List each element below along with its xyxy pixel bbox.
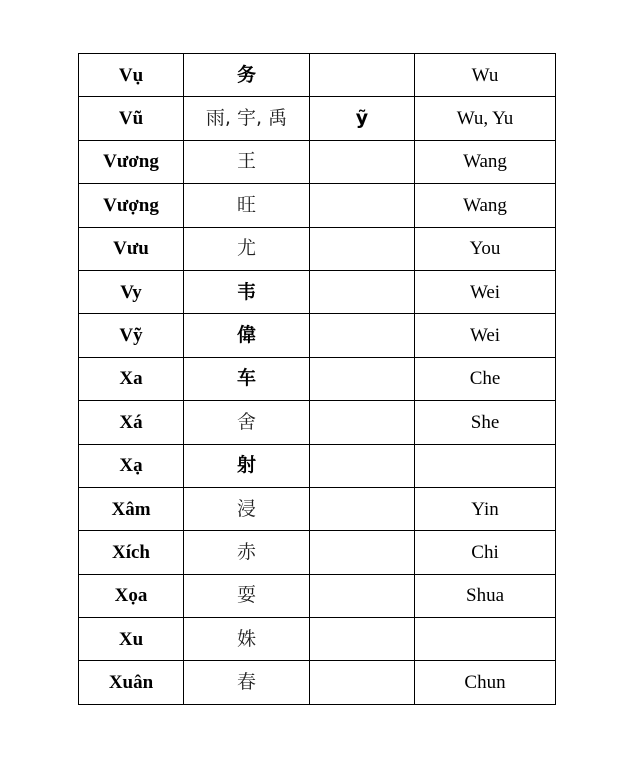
table-row — [79, 444, 556, 487]
table-body — [79, 54, 556, 705]
pinyin-cell: Shua — [415, 574, 556, 617]
vietnamese-name-cell: Xuân — [79, 661, 184, 704]
pinyin-cell: She — [415, 401, 556, 444]
han-character-cell: 射 — [184, 444, 310, 487]
han-character-cell: 赤 — [184, 531, 310, 574]
han-character-cell: 舍 — [184, 401, 310, 444]
vietnamese-name-cell: Vưu — [79, 227, 184, 270]
vietnamese-name-cell: Xu — [79, 618, 184, 661]
nom-character-cell — [310, 531, 415, 574]
table-row — [79, 618, 556, 661]
han-character-cell: 耍 — [184, 574, 310, 617]
table-row — [79, 97, 556, 140]
vietnamese-name-cell: Vỹ — [79, 314, 184, 357]
vietnamese-name-cell: Vy — [79, 270, 184, 313]
vietnamese-name-cell: Vương — [79, 140, 184, 183]
table-row — [79, 270, 556, 313]
han-character-cell: 偉 — [184, 314, 310, 357]
vietnamese-name-cell: Xa — [79, 357, 184, 400]
nom-character-cell: ỹ — [310, 97, 415, 140]
nom-character-cell — [310, 574, 415, 617]
table-row — [79, 574, 556, 617]
vietnamese-name-cell: Xá — [79, 401, 184, 444]
han-character-cell: 旺 — [184, 184, 310, 227]
pinyin-cell: Chi — [415, 531, 556, 574]
nom-character-cell — [310, 54, 415, 97]
table-row — [79, 487, 556, 530]
han-character-cell: 王 — [184, 140, 310, 183]
vietnamese-name-cell: Vượng — [79, 184, 184, 227]
pinyin-cell: Chun — [415, 661, 556, 704]
nom-character-cell — [310, 314, 415, 357]
pinyin-cell: Wang — [415, 140, 556, 183]
nom-character-cell — [310, 227, 415, 270]
han-character-cell: 浸 — [184, 487, 310, 530]
nom-character-cell — [310, 487, 415, 530]
pinyin-cell: Che — [415, 357, 556, 400]
vietnamese-name-cell: Xạ — [79, 444, 184, 487]
han-character-cell: 雨, 宇, 禹 — [184, 97, 310, 140]
pinyin-cell: Wang — [415, 184, 556, 227]
table-row — [79, 227, 556, 270]
pinyin-cell: Wu — [415, 54, 556, 97]
table-row — [79, 357, 556, 400]
table-row — [79, 54, 556, 97]
nom-character-cell — [310, 140, 415, 183]
table-row — [79, 661, 556, 704]
nom-character-cell — [310, 661, 415, 704]
vietnamese-name-cell: Xích — [79, 531, 184, 574]
nom-character-cell — [310, 444, 415, 487]
pinyin-cell — [415, 444, 556, 487]
pinyin-cell — [415, 618, 556, 661]
nom-character-cell — [310, 618, 415, 661]
han-character-cell: 韦 — [184, 270, 310, 313]
surname-table — [78, 53, 556, 705]
table-row — [79, 314, 556, 357]
nom-character-cell — [310, 270, 415, 313]
nom-character-cell — [310, 357, 415, 400]
han-character-cell: 务 — [184, 54, 310, 97]
vietnamese-name-cell: Vụ — [79, 54, 184, 97]
nom-character-cell — [310, 401, 415, 444]
han-character-cell: 春 — [184, 661, 310, 704]
table-row — [79, 184, 556, 227]
table-row — [79, 140, 556, 183]
pinyin-cell: Yin — [415, 487, 556, 530]
vietnamese-name-cell: Vũ — [79, 97, 184, 140]
pinyin-cell: Wei — [415, 270, 556, 313]
han-character-cell: 姝 — [184, 618, 310, 661]
han-character-cell: 尤 — [184, 227, 310, 270]
pinyin-cell: You — [415, 227, 556, 270]
nom-character-cell — [310, 184, 415, 227]
pinyin-cell: Wei — [415, 314, 556, 357]
vietnamese-name-cell: Xâm — [79, 487, 184, 530]
table-row — [79, 401, 556, 444]
table-row — [79, 531, 556, 574]
vietnamese-name-cell: Xọa — [79, 574, 184, 617]
pinyin-cell: Wu, Yu — [415, 97, 556, 140]
han-character-cell: 车 — [184, 357, 310, 400]
